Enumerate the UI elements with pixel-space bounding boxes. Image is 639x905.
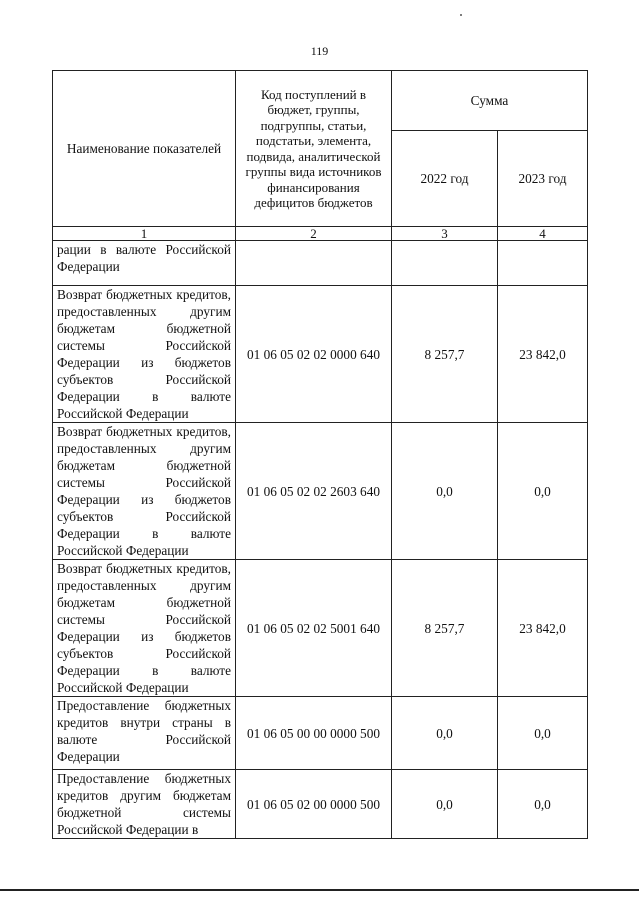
row-code xyxy=(236,241,392,286)
row-value-2022: 0,0 xyxy=(392,423,498,560)
row-code: 01 06 05 02 02 2603 640 xyxy=(236,423,392,560)
table-row xyxy=(53,770,588,839)
row-value-2022 xyxy=(392,241,498,286)
column-number: 2 xyxy=(236,227,392,241)
table-row xyxy=(53,423,588,560)
row-value-2022: 0,0 xyxy=(392,770,498,839)
row-value-2022: 8 257,7 xyxy=(392,560,498,697)
header-code: Код поступлений в бюджет, группы, подгруппы, статьи, подстатьи, элемента, подвида, аналитической группы вида источников финансирования дефицитов бюджетов xyxy=(236,71,392,227)
budget-table xyxy=(52,70,588,839)
column-number: 4 xyxy=(498,227,588,241)
scan-speck xyxy=(460,14,462,16)
column-number: 3 xyxy=(392,227,498,241)
row-value-2022: 8 257,7 xyxy=(392,286,498,423)
row-value-2023: 23 842,0 xyxy=(498,560,588,697)
table-row xyxy=(53,286,588,423)
row-value-2023: 0,0 xyxy=(498,423,588,560)
row-name: Возврат бюджетных кредитов, предоставленных другим бюджетам бюджетной системы Российской Федерации из бюджетов субъектов Российской Федерации в валюте Российской Федерации xyxy=(53,423,236,560)
row-code: 01 06 05 00 00 0000 500 xyxy=(236,697,392,770)
row-value-2023: 0,0 xyxy=(498,770,588,839)
page-number: 119 xyxy=(310,44,329,58)
header-year-2022: 2022 год xyxy=(392,131,498,227)
header-name: Наименование показателей xyxy=(53,71,236,227)
row-code: 01 06 05 02 02 5001 640 xyxy=(236,560,392,697)
row-value-2022: 0,0 xyxy=(392,697,498,770)
row-value-2023 xyxy=(498,241,588,286)
header-sum: Сумма xyxy=(392,71,588,131)
table-row xyxy=(53,697,588,770)
row-name: Возврат бюджетных кредитов, предоставленных другим бюджетам бюджетной системы Российской Федерации из бюджетов субъектов Российской Федерации в валюте Российской Федерации xyxy=(53,560,236,697)
row-code: 01 06 05 02 00 0000 500 xyxy=(236,770,392,839)
row-name: Возврат бюджетных кредитов, предоставленных другим бюджетам бюджетной системы Российской Федерации из бюджетов субъектов Российской Федерации в валюте Российской Федерации xyxy=(53,286,236,423)
header-year-2023: 2023 год xyxy=(498,131,588,227)
row-name: рации в валюте Российской Федерации xyxy=(53,241,236,286)
row-value-2023: 0,0 xyxy=(498,697,588,770)
row-name: Предоставление бюджетных кредитов внутри страны в валюте Российской Федерации xyxy=(53,697,236,770)
table-row xyxy=(53,241,588,286)
row-name: Предоставление бюджетных кредитов другим бюджетам бюджетной системы Российской Федерации в xyxy=(53,770,236,839)
column-number: 1 xyxy=(53,227,236,241)
table-row xyxy=(53,560,588,697)
row-code: 01 06 05 02 02 0000 640 xyxy=(236,286,392,423)
page-bottom-edge xyxy=(0,889,639,891)
header-row xyxy=(53,71,588,131)
column-number-row xyxy=(53,227,588,241)
row-value-2023: 23 842,0 xyxy=(498,286,588,423)
